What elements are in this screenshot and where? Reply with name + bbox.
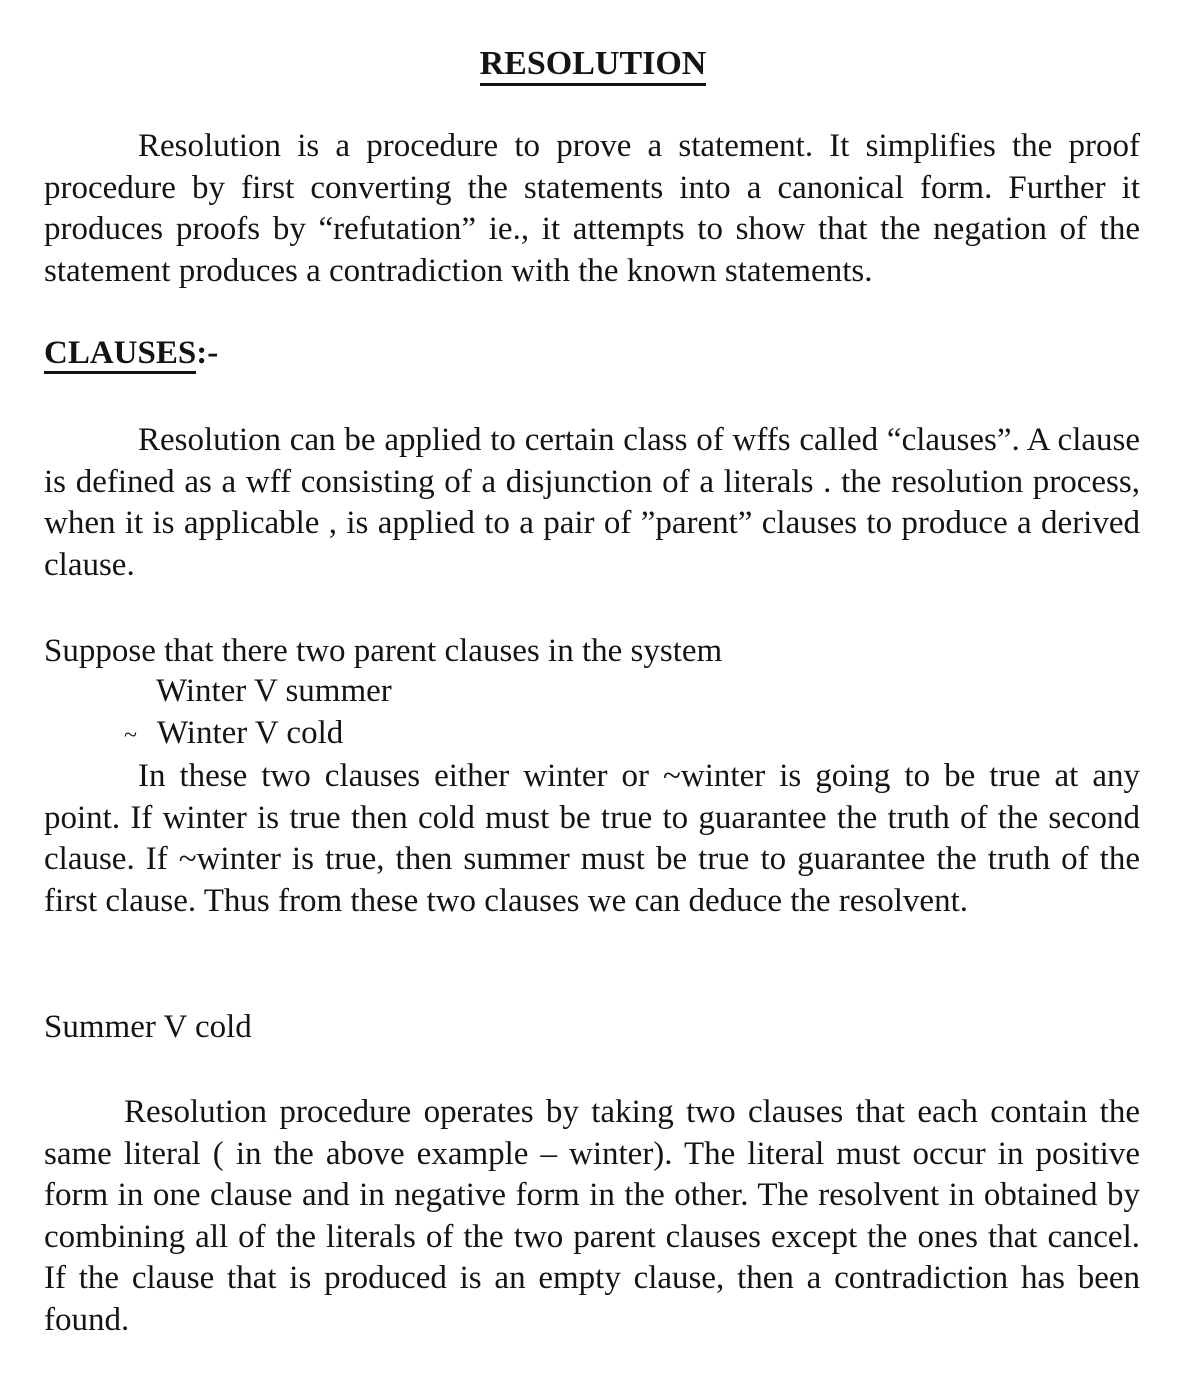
negation-symbol: ~ xyxy=(124,722,137,749)
procedure-paragraph: Resolution procedure operates by taking two clauses that each contain the same literal ( in the above example – winter). The literal must occur in positive form in one clause and in negative form in the other. The resolvent in obtained by combining all of the literals of the two parent clauses except the ones that cancel. If the clause that is produced is an empty clause, then a contradiction has been found. xyxy=(44,1094,1140,1338)
clauses-paragraph: Resolution can be applied to certain class of wffs called “clauses”. A clause is defined as a wff consisting of a disjunction of a literals . the resolution process, when it is applicable , is applied to a pair of ”parent” clauses to produce a derived clause. xyxy=(44,422,1140,583)
intro-paragraph: Resolution is a procedure to prove a statement. It simplifies the proof procedure by first converting the statements into a canonical form. Further it produces proofs by “refutation” ie., it attempts to show that the negation of the statement produces a contradiction with the known statements. xyxy=(44,128,1140,289)
clauses-heading xyxy=(44,332,218,374)
explanation-paragraph: In these two clauses either winter or ~winter is going to be true at any point. If winter is true then cold must be true to guarantee the truth of the second clause. If ~winter is true, then summer must be true to guarantee the truth of the first clause. Thus from these two clauses we can deduce the resolvent. xyxy=(44,758,1140,919)
clauses-heading-label: CLAUSES xyxy=(44,335,196,374)
example-clause-1: Winter V summer xyxy=(156,673,392,709)
resolvent-clause: Summer V cold xyxy=(44,1009,252,1045)
clauses-heading-suffix: :- xyxy=(196,335,219,371)
page-title-text: RESOLUTION xyxy=(480,46,707,86)
example-clause-2-text: Winter V cold xyxy=(156,715,344,751)
example-clause-2 xyxy=(124,712,343,756)
example-intro: Suppose that there two parent clauses in the system xyxy=(44,633,723,669)
page-title xyxy=(0,42,1186,86)
